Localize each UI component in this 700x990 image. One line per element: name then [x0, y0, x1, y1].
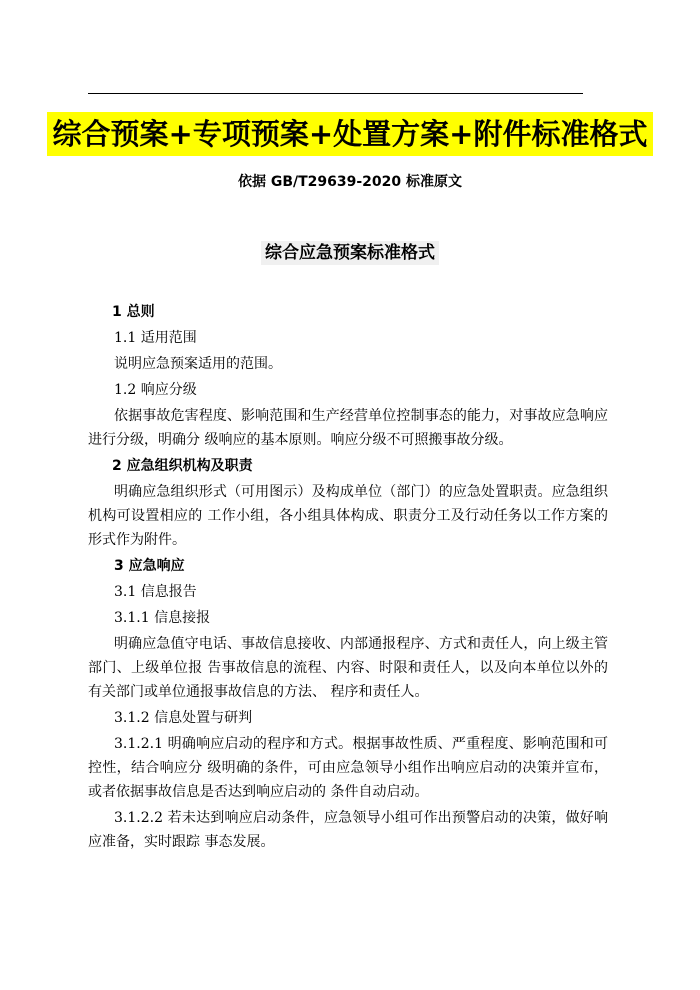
heading-general: 1 总则 — [112, 304, 155, 320]
heading-information-receipt: 3.1.1 信息接报 — [114, 610, 211, 626]
header-rule — [88, 93, 583, 94]
heading-response-levels: 1.2 响应分级 — [114, 382, 197, 398]
heading-scope: 1.1 适用范围 — [114, 330, 197, 346]
heading-information-report: 3.1 信息报告 — [114, 584, 197, 600]
paragraph-information-receipt: 明确应急值守电话、事故信息接收、内部通报程序、方式和责任人，向上级主管部门、上级单位报 告事故信息的流程、内容、时限和责任人，以及向本单位以外的有关部门或单位通报事故信息的方法、 程序和责任人。 — [88, 636, 608, 700]
section-title: 综合应急预案标准格式 — [261, 241, 439, 265]
document-title: 综合预案+专项预案+处置方案+附件标准格式 — [47, 112, 654, 156]
paragraph-organization: 明确应急组织形式（可用图示）及构成单位（部门）的应急处置职责。应急组织机构可设置相应的 工作小组，各小组具体构成、职责分工及行动任务以工作方案的形式作为附件。 — [88, 484, 608, 548]
section-title-block — [0, 240, 700, 266]
document-subtitle: 依据 GB/T29639-2020 标准原文 — [237, 174, 463, 190]
paragraph-response-start: 3.1.2.1 明确响应启动的程序和方式。根据事故性质、严重程度、影响范围和可控性，结合响应分 级明确的条件，可由应急领导小组作出响应启动的决策并宣布，或者依据事故信息是否达到响应启动的 条件自动启动。 — [88, 736, 608, 800]
paragraph-warning-start: 3.1.2.2 若未达到响应启动条件，应急领导小组可作出预警启动的决策，做好响应准备，实时跟踪 事态发展。 — [88, 810, 608, 850]
heading-organization: 2 应急组织机构及职责 — [112, 458, 253, 474]
document-body — [88, 300, 608, 854]
paragraph-scope: 说明应急预案适用的范围。 — [114, 356, 282, 372]
heading-emergency-response: 3 应急响应 — [114, 558, 185, 574]
paragraph-response-levels: 依据事故危害程度、影响范围和生产经营单位控制事态的能力，对事故应急响应进行分级，明确分 级响应的基本原则。响应分级不可照搬事故分级。 — [88, 408, 608, 448]
document-title-block — [0, 112, 700, 161]
heading-information-handling: 3.1.2 信息处置与研判 — [114, 710, 253, 726]
